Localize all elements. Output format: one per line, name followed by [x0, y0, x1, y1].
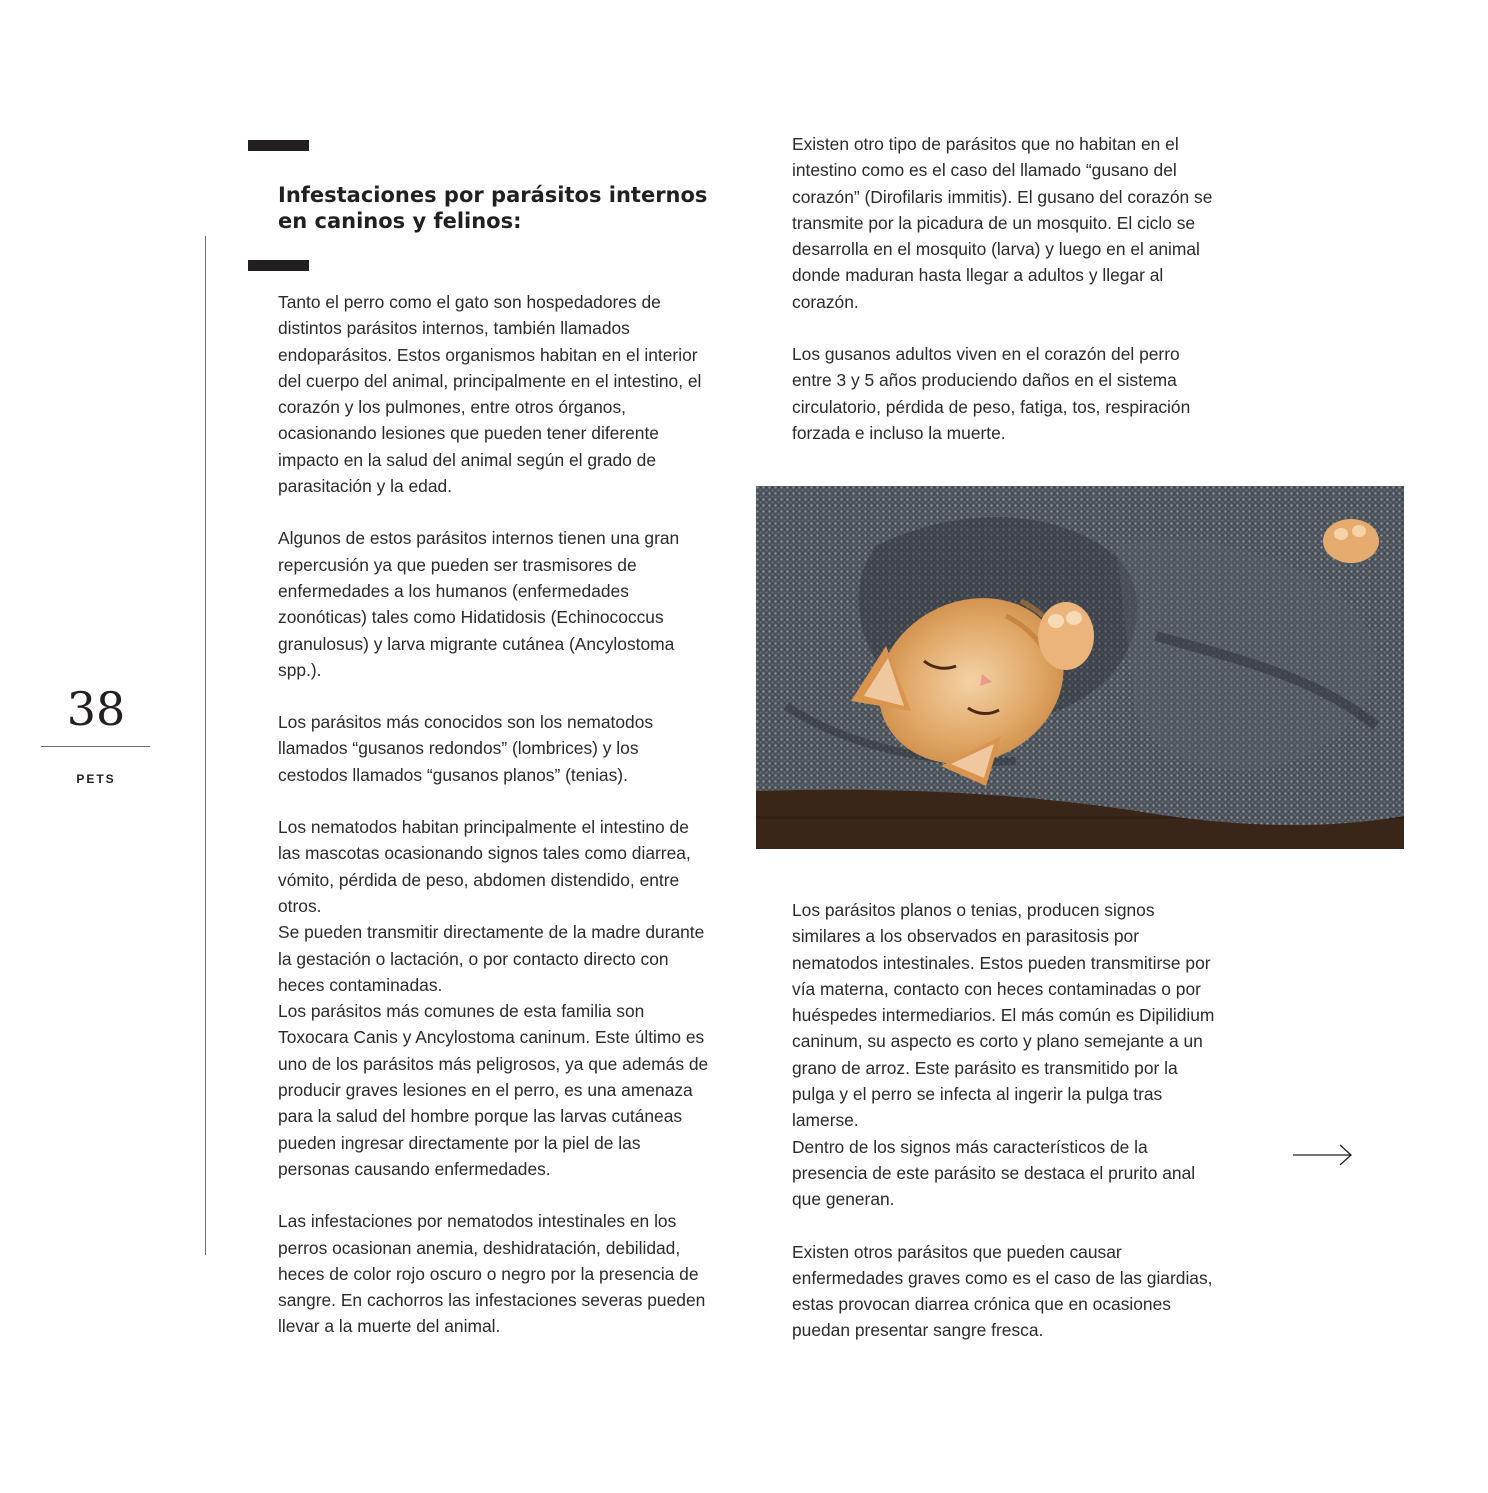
paragraph: Existen otro tipo de parásitos que no habitan en el intestino como es el caso del llamado “gusano del corazón” (Dirofilaris immitis). El gusano del corazón se transmite por la picadura de un mosquito. El ciclo se desarrolla en el mosquito (larva) y luego en el animal donde maduran hasta llegar a adultos y llegar al corazón. — [792, 134, 1213, 312]
paragraph: Los parásitos planos o tenias, producen signos similares a los observados en parasitosis por nematodos intestinales. Estos pueden transmitirse por vía materna, contacto con heces contaminadas o por huéspedes intermediarios. El más común es Dipilidium caninum, su aspecto es corto y plano semejante a un grano de arroz. Este parásito es transmitido por la pulga y el perro se infecta al ingerir la pulga tras lamerse. Dentro de los signos más característicos de la presencia de este parásito se destaca el prurito anal que generan. — [792, 900, 1215, 1210]
vertical-rule — [205, 236, 206, 1255]
paragraph: Los nematodos habitan principalmente el intestino de las mascotas ocasionando signos tales como diarrea, vómito, pérdida de peso, abdomen distendido, entre otros. Se pueden transmitir directamente de la madre durante la gestación o lactación, o por contacto directo con heces contaminadas. Los parásitos más comunes de esta familia son Toxocara Canis y Ancylostoma caninum. Este último es uno de los parásitos más peligrosos, ya que además de producir graves lesiones en el perro, es una amenaza para la salud del hombre porque las larvas cutáneas pueden ingresar directamente por la piel de las personas causando enfermedades. — [278, 817, 709, 1179]
paragraph: Los gusanos adultos viven en el corazón del perro entre 3 y 5 años produciendo daños en el sistema circulatorio, pérdida de peso, fatiga, tos, respiración forzada e incluso la muerte. — [792, 344, 1191, 443]
paragraph: Los parásitos más conocidos son los nematodos llamados “gusanos redondos” (lombrices) y los cestodos llamados “gusanos planos” (tenias). — [278, 712, 654, 785]
accent-bar-bottom — [248, 260, 309, 271]
sleeping-kitten-photo — [756, 486, 1404, 849]
arrow-right-icon[interactable] — [1292, 1142, 1354, 1168]
right-column-bottom — [792, 897, 1224, 1370]
page-number-rule — [41, 746, 150, 747]
accent-bar-top — [248, 140, 309, 151]
paragraph: Algunos de estos parásitos internos tienen una gran repercusión ya que pueden ser trasmisores de enfermedades a los humanos (enfermedades zoonóticas) tales como Hidatidosis (Echinococcus granulosus) y larva migrante cutánea (Ancylostoma spp.). — [278, 528, 680, 680]
paragraph: Las infestaciones por nematodos intestinales en los perros ocasionan anemia, deshidratación, debilidad, heces de color rojo oscuro o negro por la presencia de sangre. En cachorros las infestaciones severas pueden llevar a la muerte del animal. — [278, 1211, 706, 1337]
paragraph: Tanto el perro como el gato son hospedadores de distintos parásitos internos, también llamados endoparásitos. Estos organismos habitan en el interior del cuerpo del animal, principalmente en el intestino, el corazón y los pulmones, entre otros órganos, ocasionando lesiones que pueden tener diferente impacto en la salud del animal según el grado de parasitación y la edad. — [278, 292, 702, 497]
left-column — [278, 289, 710, 1366]
paragraph: Existen otros parásitos que pueden causar enfermedades graves como es el caso de las giardias, estas provocan diarrea crónica que en ocasiones puedan presentar sangre fresca. — [792, 1241, 1213, 1341]
section-label: PETS — [76, 772, 116, 786]
right-column-top — [792, 131, 1224, 472]
section-heading: Infestaciones por parásitos internos en caninos y felinos: — [278, 183, 708, 233]
page-number: 38 — [66, 682, 126, 736]
